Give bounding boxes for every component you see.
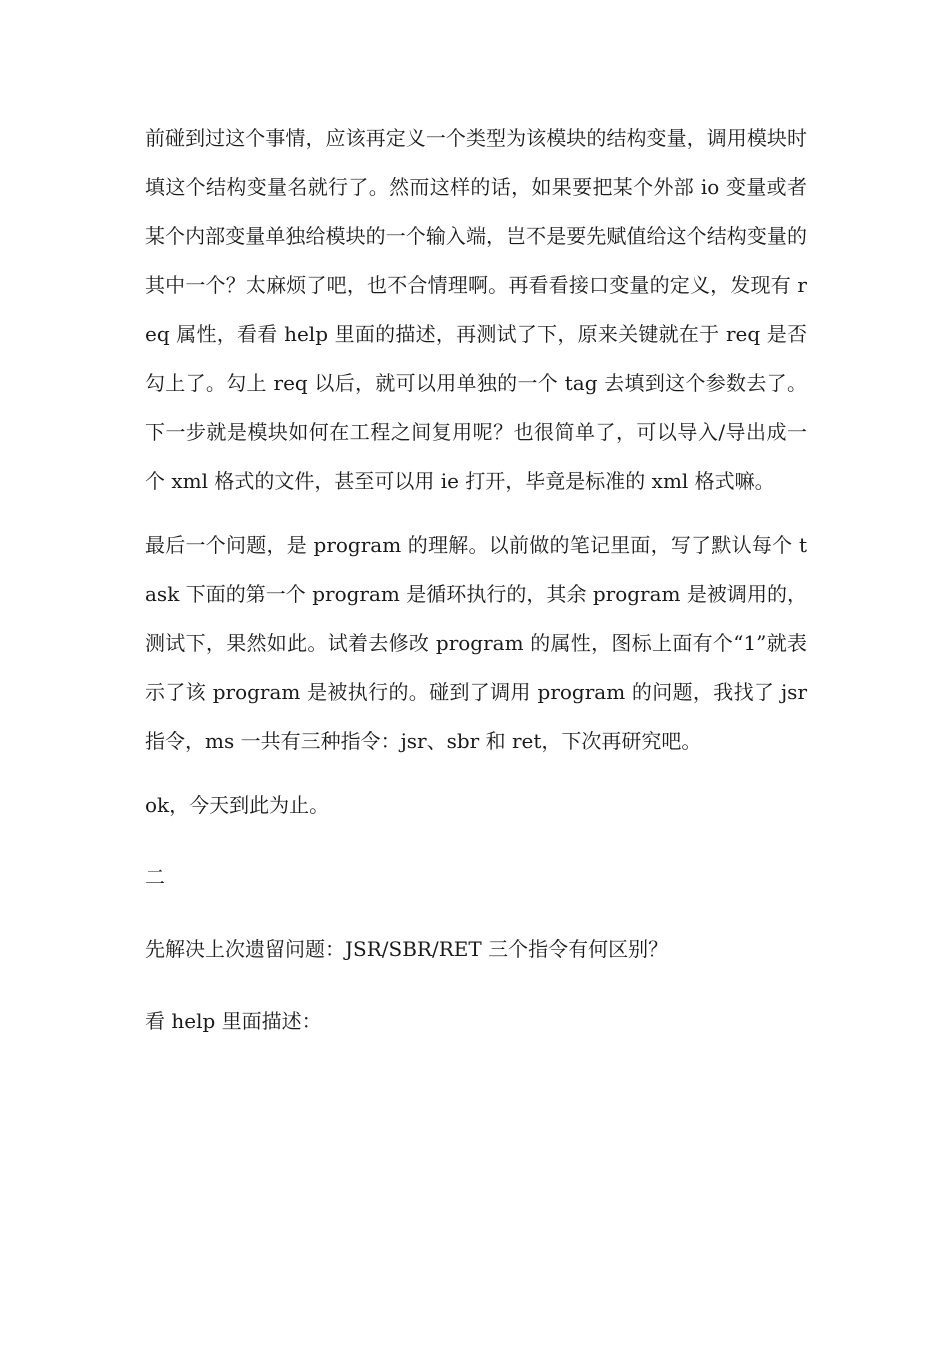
paragraph-question: 先解决上次遗留问题：JSR/SBR/RET 三个指令有何区别？ (145, 937, 669, 961)
paragraph-program-understanding: 最后一个问题，是 program 的理解。以前做的笔记里面，写了默认每个 task 下面的第一个 program 是循环执行的，其余 program 是被调用的，测试下，果然如此。试着去修改 program 的属性，图标上面有个“1”就表示了该 program 是被执行的。碰到了调用 program 的问题，我找了 jsr 指令，ms 一共有三种指令：jsr、sbr 和 ret，下次再研究吧。 (145, 533, 807, 753)
section-heading-two: 二 (145, 865, 165, 889)
document-body (145, 114, 807, 1069)
paragraph-closing: ok，今天到此为止。 (145, 793, 330, 817)
paragraph-help-description: 看 help 里面描述： (145, 1009, 322, 1033)
paragraph-module-struct-variable: 前碰到过这个事情，应该再定义一个类型为该模块的结构变量，调用模块时填这个结构变量名就行了。然而这样的话，如果要把某个外部 io 变量或者某个内部变量单独给模块的一个输入端，岂不是要先赋值给这个结构变量的其中一个？太麻烦了吧，也不合情理啊。再看看接口变量的定义，发现有 req 属性，看看 help 里面的描述，再测试了下，原来关键就在于 req 是否勾上了。勾上 req 以后，就可以用单独的一个 tag 去填到这个参数去了。下一步就是模块如何在工程之间复用呢？也很简单了，可以导入/导出成一个 xml 格式的文件，甚至可以用 ie 打开，毕竟是标准的 xml 格式嘛。 (145, 126, 807, 493)
